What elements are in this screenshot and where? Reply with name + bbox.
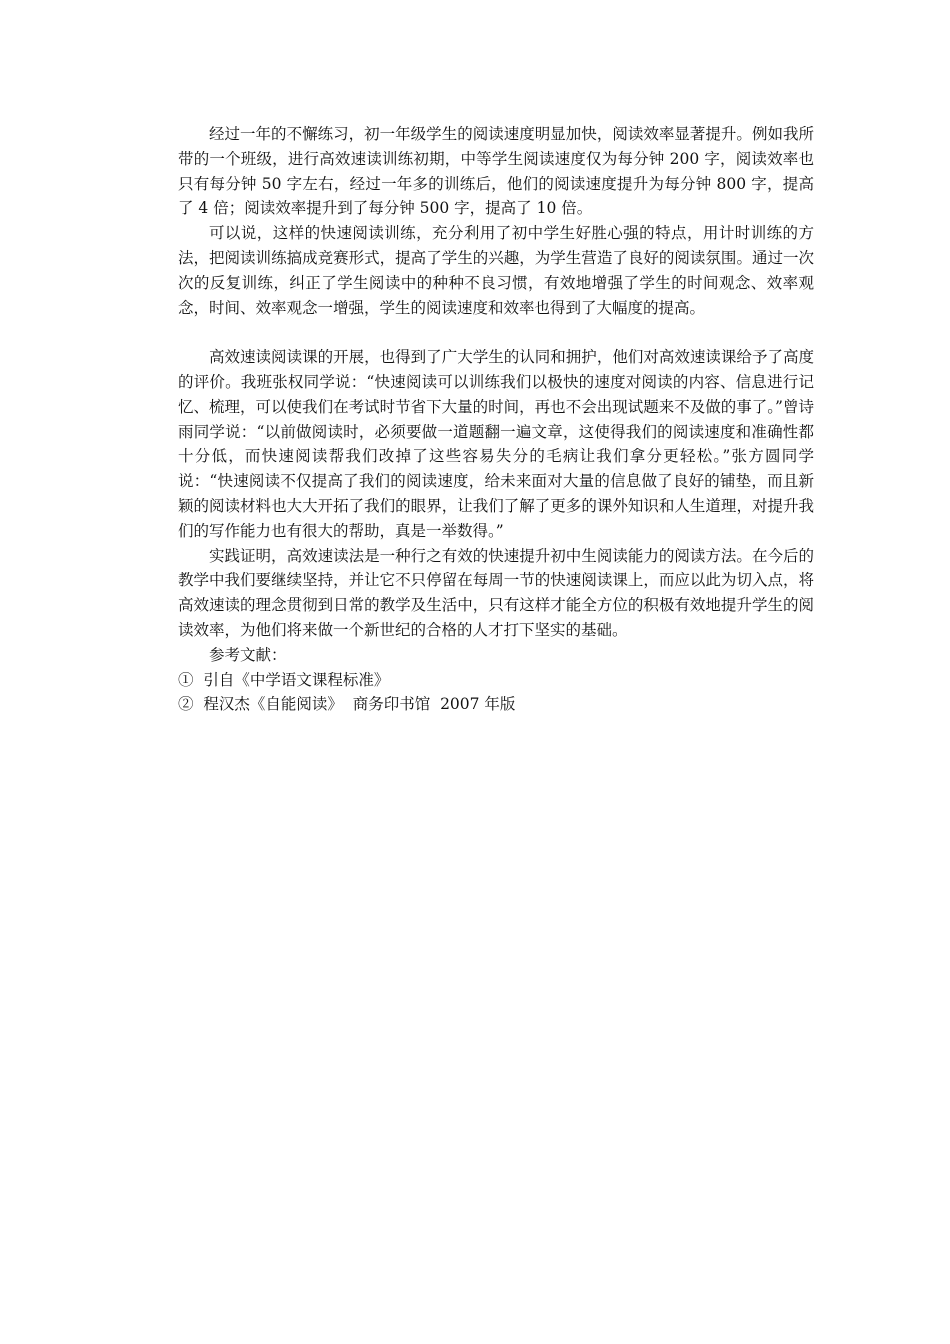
document-body [178, 122, 814, 717]
references-heading: 参考文献： [209, 645, 287, 664]
reference-item: ② 程汉杰《自能阅读》 商务印书馆 2007 年版 [178, 695, 516, 714]
paragraph-reading-results: 经过一年的不懈练习，初一年级学生的阅读速度明显加快，阅读效率显著提升。例如我所带的一个班级，进行高效速读训练初期，中等学生阅读速度仅为每分钟 200 字，阅读效率也只有每分钟 50 字左右，经过一年多的训练后，他们的阅读速度提升为每分钟 800 字，提高了 4 倍；阅读效率提升到了每分钟 500 字，提高了 10 倍。 [178, 125, 814, 218]
paragraph-conclusion: 实践证明，高效速读法是一种行之有效的快速提升初中生阅读能力的阅读方法。在今后的教学中我们要继续坚持，并让它不只停留在每周一节的快速阅读课上，而应以此为切入点，将高效速读的理念贯彻到日常的教学及生活中，只有这样才能全方位的积极有效地提升学生的阅读效率，为他们将来做一个新世纪的合格的人才打下坚实的基础。 [178, 546, 814, 639]
paragraph-student-feedback: 高效速读阅读课的开展，也得到了广大学生的认同和拥护，他们对高效速读课给予了高度的评价。我班张权同学说：“快速阅读可以训练我们以极快的速度对阅读的内容、信息进行记忆、梳理，可以使我们在考试时节省下大量的时间，再也不会出现试题来不及做的事了。”曾诗雨同学说：“以前做阅读时，必须要做一道题翻一遍文章，这使得我们的阅读速度和准确性都十分低，而快速阅读帮我们改掉了这些容易失分的毛病让我们拿分更轻松。”张方圆同学说：“快速阅读不仅提高了我们的阅读速度，给未来面对大量的信息做了良好的铺垫，而且新颖的阅读材料也大大开拓了我们的眼界，让我们了解了更多的课外知识和人生道理，对提升我们的写作能力也有很大的帮助，真是一举数得。” [178, 348, 814, 540]
reference-item: ① 引自《中学语文课程标准》 [178, 670, 390, 689]
paragraph-training-effects: 可以说，这样的快速阅读训练，充分利用了初中学生好胜心强的特点，用计时训练的方法，把阅读训练搞成竞赛形式，提高了学生的兴趣，为学生营造了良好的阅读氛围。通过一次次的反复训练，纠正了学生阅读中的种种不良习惯，有效地增强了学生的时间观念、效率观念，时间、效率观念一增强，学生的阅读速度和效率也得到了大幅度的提高。 [178, 224, 814, 317]
blank-line [178, 320, 814, 345]
